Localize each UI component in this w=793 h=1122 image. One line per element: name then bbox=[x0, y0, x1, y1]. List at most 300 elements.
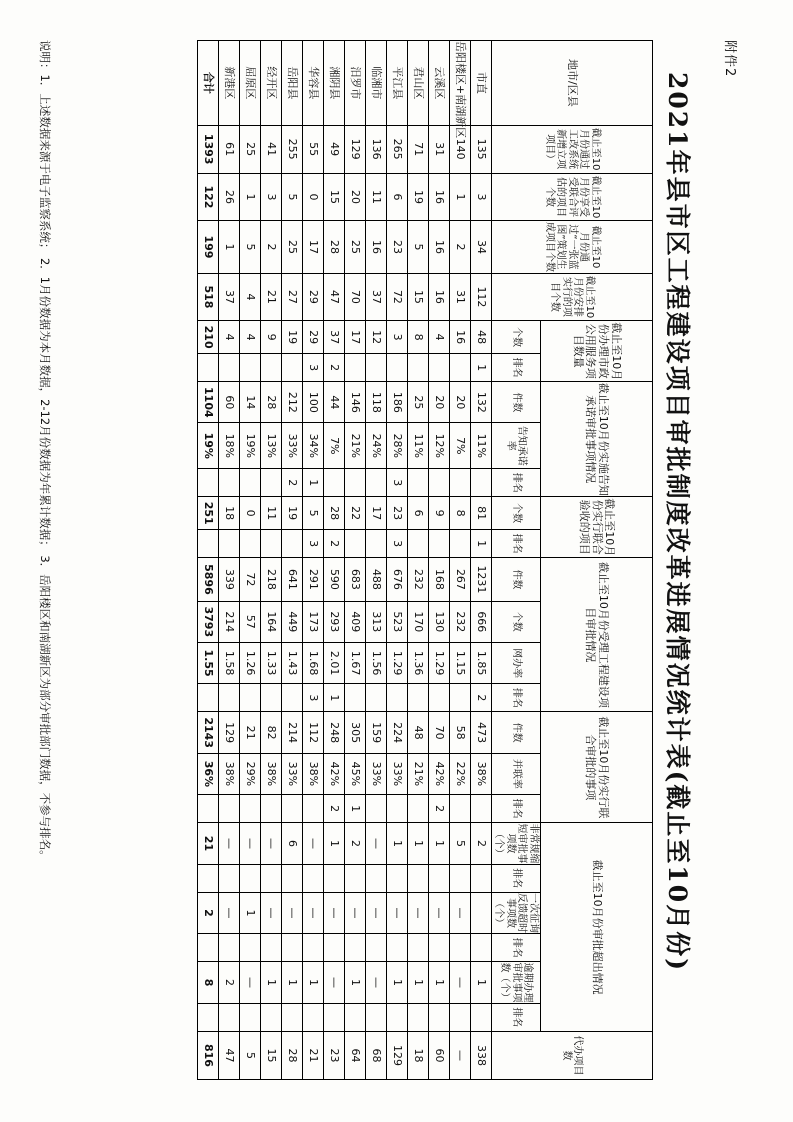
cell-value: 2 bbox=[261, 221, 282, 273]
cell-value: 232 bbox=[408, 558, 429, 601]
table-row bbox=[219, 41, 240, 1080]
cell-value: 1.26 bbox=[240, 642, 261, 683]
cell-value bbox=[450, 1003, 471, 1031]
cell-value bbox=[198, 469, 219, 497]
cell-value bbox=[324, 1003, 345, 1031]
cell-value: 199 bbox=[198, 221, 219, 273]
cell-value: 136 bbox=[366, 125, 387, 173]
cell-value: 72 bbox=[387, 273, 408, 321]
row-region-name: 君山区 bbox=[408, 41, 429, 126]
cell-value bbox=[471, 795, 492, 823]
cell-value bbox=[261, 469, 282, 497]
cell-value: 1 bbox=[387, 962, 408, 1003]
cell-value: 5 bbox=[450, 823, 471, 864]
cell-value: 130 bbox=[429, 601, 450, 642]
cell-value: 173 bbox=[303, 601, 324, 642]
cell-value: 2143 bbox=[198, 712, 219, 753]
cell-value: 70 bbox=[429, 712, 450, 753]
header-group-accepted-projects: 截止至10月份受理工程建设项目审批情况 bbox=[541, 558, 653, 712]
cell-value: 45% bbox=[345, 753, 366, 794]
cell-value: 1.33 bbox=[261, 642, 282, 683]
cell-value: 70 bbox=[345, 273, 366, 321]
cell-value bbox=[471, 864, 492, 892]
cell-value bbox=[240, 684, 261, 712]
cell-value: 19 bbox=[282, 497, 303, 530]
cell-value bbox=[471, 1003, 492, 1031]
cell-value: — bbox=[219, 823, 240, 864]
cell-value: 28 bbox=[324, 497, 345, 530]
cell-value: 1 bbox=[408, 823, 429, 864]
cell-value bbox=[219, 684, 240, 712]
cell-value: 3 bbox=[261, 173, 282, 221]
statistics-table bbox=[197, 40, 653, 1080]
cell-value: 214 bbox=[282, 712, 303, 753]
cell-value bbox=[366, 469, 387, 497]
cell-value bbox=[282, 795, 303, 823]
cell-value bbox=[219, 864, 240, 892]
cell-value: 33% bbox=[282, 423, 303, 469]
cell-value bbox=[345, 934, 366, 962]
cell-value: 2.01 bbox=[324, 642, 345, 683]
cell-value bbox=[387, 684, 408, 712]
cell-value: 129 bbox=[219, 712, 240, 753]
header-sub-accepted-rank: 排名 bbox=[492, 684, 541, 712]
cell-value: 19% bbox=[240, 423, 261, 469]
cell-value: 42% bbox=[429, 753, 450, 794]
cell-value: 72 bbox=[240, 558, 261, 601]
cell-value: 42% bbox=[324, 753, 345, 794]
cell-value: 37 bbox=[324, 321, 345, 354]
cell-value: 20 bbox=[429, 382, 450, 423]
cell-value: 676 bbox=[387, 558, 408, 601]
table-row bbox=[471, 41, 492, 1080]
table-row bbox=[324, 41, 345, 1080]
cell-value: 22 bbox=[345, 497, 366, 530]
cell-value: 1 bbox=[345, 962, 366, 1003]
cell-value: 2 bbox=[198, 892, 219, 933]
row-region-name: 合计 bbox=[198, 41, 219, 126]
cell-value: 4 bbox=[240, 321, 261, 354]
cell-value: 16 bbox=[429, 221, 450, 273]
cell-value: 1 bbox=[282, 962, 303, 1003]
cell-value: 518 bbox=[198, 273, 219, 321]
header-row-label: 地市/区县 bbox=[492, 41, 653, 126]
cell-value bbox=[198, 934, 219, 962]
cell-value: 1 bbox=[471, 962, 492, 1003]
row-region-name: 平江县 bbox=[387, 41, 408, 126]
cell-value: 265 bbox=[387, 125, 408, 173]
header-sub-shortened-count: 非常规缩短审批事项数（个） bbox=[493, 823, 539, 864]
cell-value: — bbox=[324, 892, 345, 933]
cell-value bbox=[450, 469, 471, 497]
cell-value bbox=[387, 864, 408, 892]
cell-value: 1 bbox=[324, 823, 345, 864]
cell-value: — bbox=[429, 892, 450, 933]
header-group-commitment-approval: 截止至10月份实施告知承诺审批事项情况 bbox=[541, 382, 653, 497]
cell-value bbox=[429, 353, 450, 381]
cell-value bbox=[408, 864, 429, 892]
cell-value: 248 bbox=[324, 712, 345, 753]
cell-value: 29% bbox=[240, 753, 261, 794]
cell-value: 1.85 bbox=[471, 642, 492, 683]
cell-value bbox=[240, 353, 261, 381]
cell-value: 38% bbox=[471, 753, 492, 794]
cell-value: 31 bbox=[429, 125, 450, 173]
cell-value bbox=[450, 353, 471, 381]
cell-value: 28 bbox=[324, 221, 345, 273]
header-col-agency-projects: 代办项目数 bbox=[492, 1031, 653, 1079]
cell-value: 34 bbox=[471, 221, 492, 273]
cell-value bbox=[282, 529, 303, 557]
row-region-name: 湘阴县 bbox=[324, 41, 345, 126]
cell-value: 449 bbox=[282, 601, 303, 642]
row-region-name: 岳阳楼区+南湖新区 bbox=[450, 41, 471, 126]
row-region-name: 经开区 bbox=[261, 41, 282, 126]
table-row bbox=[345, 41, 366, 1080]
cell-value bbox=[450, 684, 471, 712]
cell-value bbox=[345, 1003, 366, 1031]
cell-value: 1 bbox=[240, 173, 261, 221]
cell-value: 41 bbox=[261, 125, 282, 173]
cell-value: 473 bbox=[471, 712, 492, 753]
table-row bbox=[429, 41, 450, 1080]
cell-value bbox=[240, 864, 261, 892]
cell-value: 15 bbox=[261, 1031, 282, 1079]
page-title: 2021年县市区工程建设项目审批制度改革进展情况统计表(截止至10月份) bbox=[663, 72, 692, 973]
cell-value: 291 bbox=[303, 558, 324, 601]
cell-value: 210 bbox=[198, 321, 219, 354]
cell-value: 666 bbox=[471, 601, 492, 642]
header-sub-parallel-rate: 并联率 bbox=[492, 753, 541, 794]
cell-value: 82 bbox=[261, 712, 282, 753]
header-sub-acceptance-count: 个数 bbox=[492, 497, 541, 530]
cell-value: 22% bbox=[450, 753, 471, 794]
cell-value bbox=[282, 934, 303, 962]
cell-value bbox=[303, 864, 324, 892]
cell-value bbox=[450, 529, 471, 557]
cell-value: 11 bbox=[261, 497, 282, 530]
cell-value bbox=[240, 934, 261, 962]
cell-value: — bbox=[366, 823, 387, 864]
cell-value bbox=[261, 353, 282, 381]
cell-value: 1.67 bbox=[345, 642, 366, 683]
cell-value: 338 bbox=[471, 1031, 492, 1079]
cell-value: 641 bbox=[282, 558, 303, 601]
cell-value: 1 bbox=[387, 823, 408, 864]
cell-value: 112 bbox=[303, 712, 324, 753]
cell-value: 2 bbox=[429, 795, 450, 823]
cell-value: 3 bbox=[303, 353, 324, 381]
cell-value bbox=[240, 529, 261, 557]
cell-value: — bbox=[303, 892, 324, 933]
cell-value: 255 bbox=[282, 125, 303, 173]
cell-value: 16 bbox=[429, 273, 450, 321]
cell-value: 1 bbox=[450, 173, 471, 221]
cell-value: 5 bbox=[303, 497, 324, 530]
cell-value: 170 bbox=[408, 601, 429, 642]
cell-value bbox=[429, 934, 450, 962]
cell-value: 164 bbox=[261, 601, 282, 642]
cell-value: 135 bbox=[471, 125, 492, 173]
cell-value: 71 bbox=[408, 125, 429, 173]
row-region-name: 屈原区 bbox=[240, 41, 261, 126]
cell-value bbox=[198, 795, 219, 823]
cell-value: 18 bbox=[219, 497, 240, 530]
cell-value: 129 bbox=[345, 125, 366, 173]
cell-value: 2 bbox=[471, 823, 492, 864]
cell-value: 18 bbox=[408, 1031, 429, 1079]
cell-value: 5 bbox=[282, 173, 303, 221]
cell-value: 57 bbox=[240, 601, 261, 642]
cell-value: 17 bbox=[345, 321, 366, 354]
cell-value: 313 bbox=[366, 601, 387, 642]
cell-value bbox=[198, 684, 219, 712]
cell-value: 1 bbox=[219, 221, 240, 273]
cell-value bbox=[240, 795, 261, 823]
header-col-blueprint: 截止至10月份通过“一张蓝图”策划生成项目个数 bbox=[492, 221, 653, 273]
cell-value: 3 bbox=[387, 469, 408, 497]
cell-value: 37 bbox=[219, 273, 240, 321]
header-sub-online-rate: 网办率 bbox=[492, 642, 541, 683]
cell-value bbox=[303, 934, 324, 962]
cell-value bbox=[282, 353, 303, 381]
cell-value: 218 bbox=[261, 558, 282, 601]
table-row bbox=[387, 41, 408, 1080]
cell-value: 9 bbox=[261, 321, 282, 354]
cell-value: 1.58 bbox=[219, 642, 240, 683]
cell-value: 3 bbox=[303, 529, 324, 557]
cell-value: 47 bbox=[324, 273, 345, 321]
cell-value: 816 bbox=[198, 1031, 219, 1079]
cell-value: 1.36 bbox=[408, 642, 429, 683]
cell-value: 17 bbox=[303, 221, 324, 273]
cell-value bbox=[450, 864, 471, 892]
cell-value: 5896 bbox=[198, 558, 219, 601]
cell-value bbox=[198, 1003, 219, 1031]
cell-value: 27 bbox=[282, 273, 303, 321]
table-row bbox=[366, 41, 387, 1080]
cell-value bbox=[261, 529, 282, 557]
cell-value: 13% bbox=[261, 423, 282, 469]
cell-value: 1231 bbox=[471, 558, 492, 601]
cell-value: 34% bbox=[303, 423, 324, 469]
cell-value: 3 bbox=[387, 321, 408, 354]
cell-value: 100 bbox=[303, 382, 324, 423]
cell-value: 232 bbox=[450, 601, 471, 642]
header-sub-shortened-rank: 排名 bbox=[492, 864, 541, 892]
cell-value: 2 bbox=[471, 684, 492, 712]
cell-value: 8 bbox=[198, 962, 219, 1003]
cell-value: — bbox=[366, 892, 387, 933]
cell-value: — bbox=[303, 823, 324, 864]
header-sub-accepted-count: 个数 bbox=[492, 601, 541, 642]
cell-value bbox=[261, 934, 282, 962]
header-sub-municipal-count: 个数 bbox=[492, 321, 541, 354]
cell-value bbox=[324, 864, 345, 892]
cell-value bbox=[429, 684, 450, 712]
cell-value bbox=[240, 469, 261, 497]
cell-value: 14 bbox=[240, 382, 261, 423]
cell-value: 12% bbox=[429, 423, 450, 469]
cell-value: 19 bbox=[282, 321, 303, 354]
cell-value: 60 bbox=[219, 382, 240, 423]
cell-value bbox=[261, 864, 282, 892]
cell-value bbox=[261, 684, 282, 712]
cell-value: 140 bbox=[450, 125, 471, 173]
cell-value: 590 bbox=[324, 558, 345, 601]
header-sub-feedback-rank: 排名 bbox=[492, 934, 541, 962]
cell-value: 159 bbox=[366, 712, 387, 753]
cell-value: 29 bbox=[303, 321, 324, 354]
cell-value: 28 bbox=[282, 1031, 303, 1079]
cell-value: 21 bbox=[198, 823, 219, 864]
cell-value bbox=[219, 469, 240, 497]
cell-value: 68 bbox=[366, 1031, 387, 1079]
cell-value: 11% bbox=[471, 423, 492, 469]
cell-value bbox=[387, 795, 408, 823]
cell-value bbox=[303, 795, 324, 823]
cell-value: 9 bbox=[429, 497, 450, 530]
cell-value: — bbox=[450, 962, 471, 1003]
cell-value: 29 bbox=[303, 273, 324, 321]
cell-value bbox=[219, 529, 240, 557]
cell-value: 1 bbox=[471, 353, 492, 381]
cell-value: 20 bbox=[450, 382, 471, 423]
cell-value: 1 bbox=[429, 962, 450, 1003]
cell-value bbox=[450, 795, 471, 823]
header-group-approval-overtime: 截止至10月份审批超出情况 bbox=[541, 823, 653, 1032]
cell-value: 23 bbox=[387, 497, 408, 530]
cell-value bbox=[261, 1003, 282, 1031]
header-group-joint-acceptance: 截止至10月份实行联合验收的项目 bbox=[541, 497, 653, 558]
cell-value: — bbox=[450, 1031, 471, 1079]
cell-value: 81 bbox=[471, 497, 492, 530]
cell-value bbox=[429, 529, 450, 557]
cell-value bbox=[345, 864, 366, 892]
cell-value: 25 bbox=[408, 382, 429, 423]
cell-value: 26 bbox=[219, 173, 240, 221]
cell-value: 214 bbox=[219, 601, 240, 642]
table-row bbox=[282, 41, 303, 1080]
cell-value: 15 bbox=[408, 273, 429, 321]
table-row bbox=[408, 41, 429, 1080]
cell-value: 1 bbox=[345, 795, 366, 823]
header-group-parallel-approval: 截止至10月份实行联合审批的事项 bbox=[541, 712, 653, 823]
attachment-label: 附件2 bbox=[722, 40, 737, 78]
cell-value bbox=[198, 864, 219, 892]
header-sub-accepted-items: 件数 bbox=[492, 558, 541, 601]
cell-value: 61 bbox=[219, 125, 240, 173]
cell-value: 1 bbox=[240, 892, 261, 933]
header-sub-overdue-rank: 排名 bbox=[492, 1003, 541, 1031]
cell-value bbox=[240, 1003, 261, 1031]
cell-value bbox=[198, 353, 219, 381]
header-sub-parallel-count: 件数 bbox=[492, 712, 541, 753]
cell-value: 409 bbox=[345, 601, 366, 642]
cell-value: 37 bbox=[366, 273, 387, 321]
cell-value: 339 bbox=[219, 558, 240, 601]
cell-value: 5 bbox=[240, 1031, 261, 1079]
cell-value: 16 bbox=[450, 321, 471, 354]
cell-value: 19% bbox=[198, 423, 219, 469]
table-row bbox=[450, 41, 471, 1080]
cell-value: 28% bbox=[387, 423, 408, 469]
header-col-joint-assessment: 截止至10月份享受受联合评估的项目个数 bbox=[492, 173, 653, 221]
cell-value: 132 bbox=[471, 382, 492, 423]
cell-value: 683 bbox=[345, 558, 366, 601]
cell-value: 118 bbox=[366, 382, 387, 423]
cell-value: 33% bbox=[366, 753, 387, 794]
cell-value: 523 bbox=[387, 601, 408, 642]
cell-value: 15 bbox=[324, 173, 345, 221]
row-region-name: 新港区 bbox=[219, 41, 240, 126]
cell-value bbox=[408, 529, 429, 557]
row-region-name: 云溪区 bbox=[429, 41, 450, 126]
cell-value bbox=[408, 469, 429, 497]
cell-value: 36% bbox=[198, 753, 219, 794]
cell-value: — bbox=[324, 962, 345, 1003]
statistics-table-container bbox=[197, 40, 653, 1080]
cell-value: 23 bbox=[324, 1031, 345, 1079]
cell-value: — bbox=[261, 892, 282, 933]
cell-value: 16 bbox=[429, 173, 450, 221]
cell-value bbox=[282, 864, 303, 892]
cell-value: 488 bbox=[366, 558, 387, 601]
cell-value: 7% bbox=[450, 423, 471, 469]
cell-value bbox=[324, 934, 345, 962]
cell-value: 49 bbox=[324, 125, 345, 173]
cell-value: — bbox=[345, 892, 366, 933]
cell-value: 6 bbox=[408, 497, 429, 530]
cell-value bbox=[387, 353, 408, 381]
cell-value: — bbox=[408, 892, 429, 933]
header-sub-municipal-rank: 排名 bbox=[492, 353, 541, 381]
cell-value: 1 bbox=[324, 684, 345, 712]
cell-value: 2 bbox=[324, 795, 345, 823]
cell-value: 5 bbox=[240, 221, 261, 273]
cell-value: 251 bbox=[198, 497, 219, 530]
cell-value: 25 bbox=[282, 221, 303, 273]
header-sub-commitment-count: 件数 bbox=[492, 382, 541, 423]
cell-value: 122 bbox=[198, 173, 219, 221]
table-row bbox=[303, 41, 324, 1080]
header-col-new-projects: 截止至10月份通过工改系统新增立项项目） bbox=[492, 125, 653, 173]
cell-value bbox=[366, 864, 387, 892]
cell-value: — bbox=[450, 892, 471, 933]
cell-value: 1104 bbox=[198, 382, 219, 423]
cell-value: 2 bbox=[450, 221, 471, 273]
cell-value bbox=[324, 469, 345, 497]
cell-value bbox=[408, 684, 429, 712]
cell-value: 0 bbox=[240, 497, 261, 530]
cell-value: 1.56 bbox=[366, 642, 387, 683]
cell-value: 1.29 bbox=[387, 642, 408, 683]
cell-value bbox=[345, 529, 366, 557]
cell-value: 1.15 bbox=[450, 642, 471, 683]
cell-value bbox=[219, 1003, 240, 1031]
cell-value bbox=[366, 1003, 387, 1031]
cell-value: 48 bbox=[408, 712, 429, 753]
cell-value: — bbox=[387, 892, 408, 933]
cell-value: — bbox=[282, 892, 303, 933]
cell-value: 31 bbox=[450, 273, 471, 321]
cell-value bbox=[219, 353, 240, 381]
cell-value: 2 bbox=[282, 469, 303, 497]
cell-value bbox=[366, 795, 387, 823]
cell-value: 11 bbox=[366, 173, 387, 221]
cell-value: 8 bbox=[408, 321, 429, 354]
row-region-name: 市直 bbox=[471, 41, 492, 126]
